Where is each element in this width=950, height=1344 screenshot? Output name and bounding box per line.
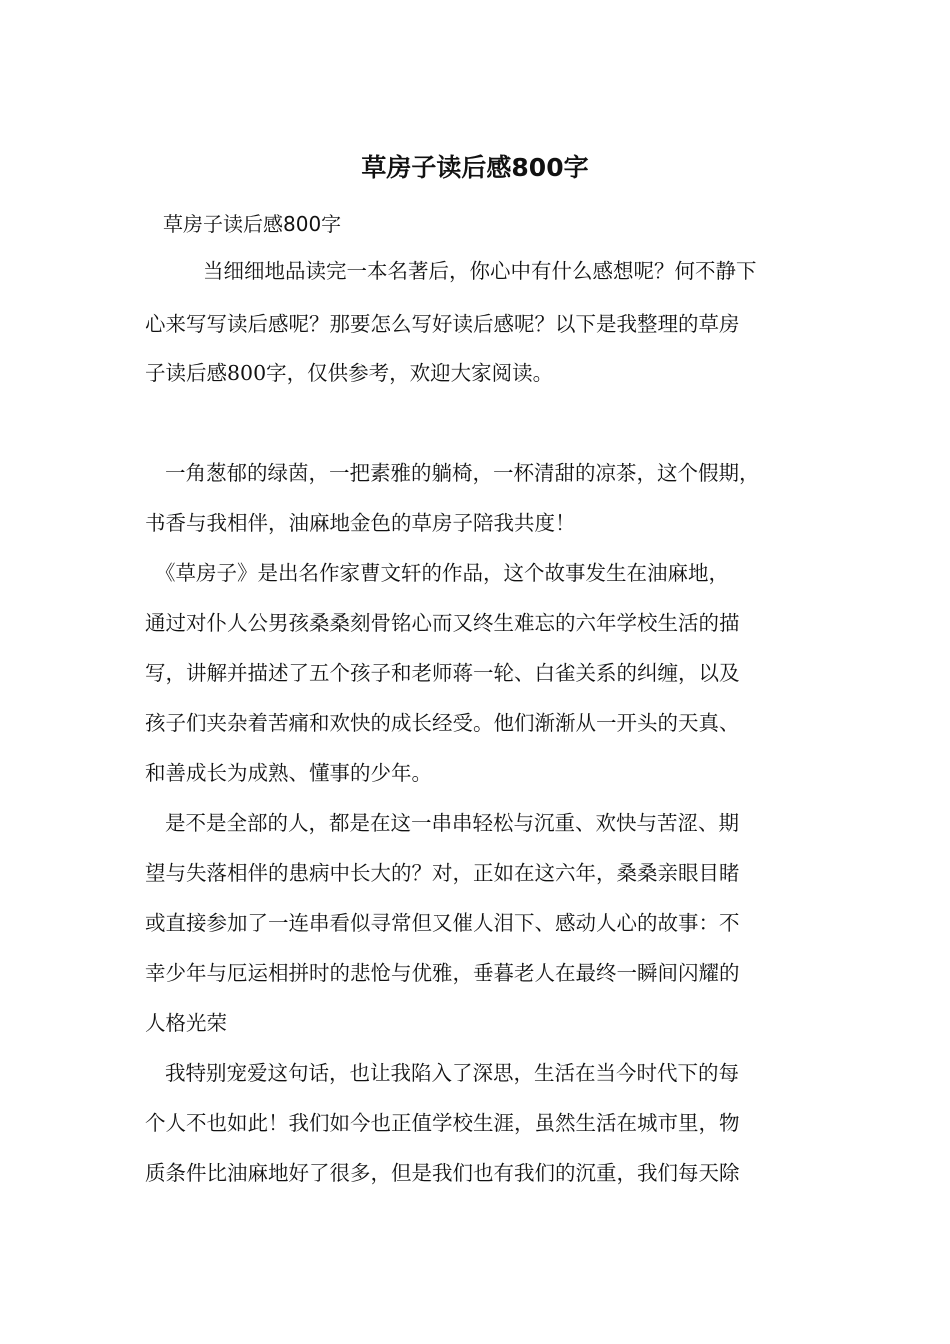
document-title: 草房子读后感800字 <box>361 153 589 182</box>
paragraph-line: 《草房子》是出名作家曹文轩的作品，这个故事发生在油麻地， <box>155 561 729 585</box>
paragraph-line: 或直接参加了一连串看似寻常但又催人泪下、感动人心的故事：不 <box>145 911 740 935</box>
paragraph-line: 子读后感800字，仅供参考，欢迎大家阅读。 <box>145 361 554 385</box>
paragraph-line: 孩子们夹杂着苦痛和欢快的成长经受。他们渐渐从一开头的天真、 <box>145 711 740 735</box>
paragraph-line: 书香与我相伴，油麻地金色的草房子陪我共度！ <box>145 511 576 535</box>
paragraph-line: 我特别宠爱这句话，也让我陷入了深思，生活在当今时代下的每 <box>165 1061 739 1085</box>
paragraph-line: 质条件比油麻地好了很多，但是我们也有我们的沉重，我们每天除 <box>145 1161 740 1185</box>
paragraph-line: 人格光荣 <box>145 1011 227 1035</box>
paragraph-line: 一角葱郁的绿茵，一把素雅的躺椅，一杯清甜的凉茶，这个假期， <box>165 461 760 485</box>
paragraph-line: 当细细地品读完一本名著后，你心中有什么感想呢？何不静下 <box>203 259 757 283</box>
paragraph-line: 幸少年与厄运相拼时的悲怆与优雅，垂暮老人在最终一瞬间闪耀的 <box>145 961 740 985</box>
paragraph-line: 望与失落相伴的患病中长大的？对，正如在这六年，桑桑亲眼目睹 <box>145 861 740 885</box>
paragraph-line: 写，讲解并描述了五个孩子和老师蒋一轮、白雀关系的纠缠，以及 <box>145 661 740 685</box>
paragraph-line: 个人不也如此！我们如今也正值学校生涯，虽然生活在城市里，物 <box>145 1111 740 1135</box>
paragraph-line: 心来写写读后感呢？那要怎么写好读后感呢？以下是我整理的草房 <box>145 312 740 336</box>
paragraph-line: 通过对仆人公男孩桑桑刻骨铭心而又终生难忘的六年学校生活的描 <box>145 611 740 635</box>
paragraph-line: 和善成长为成熟、懂事的少年。 <box>145 761 432 785</box>
paragraph-line: 是不是全部的人，都是在这一串串轻松与沉重、欢快与苦涩、期 <box>165 811 739 835</box>
document-subtitle: 草房子读后感800字 <box>163 212 342 236</box>
